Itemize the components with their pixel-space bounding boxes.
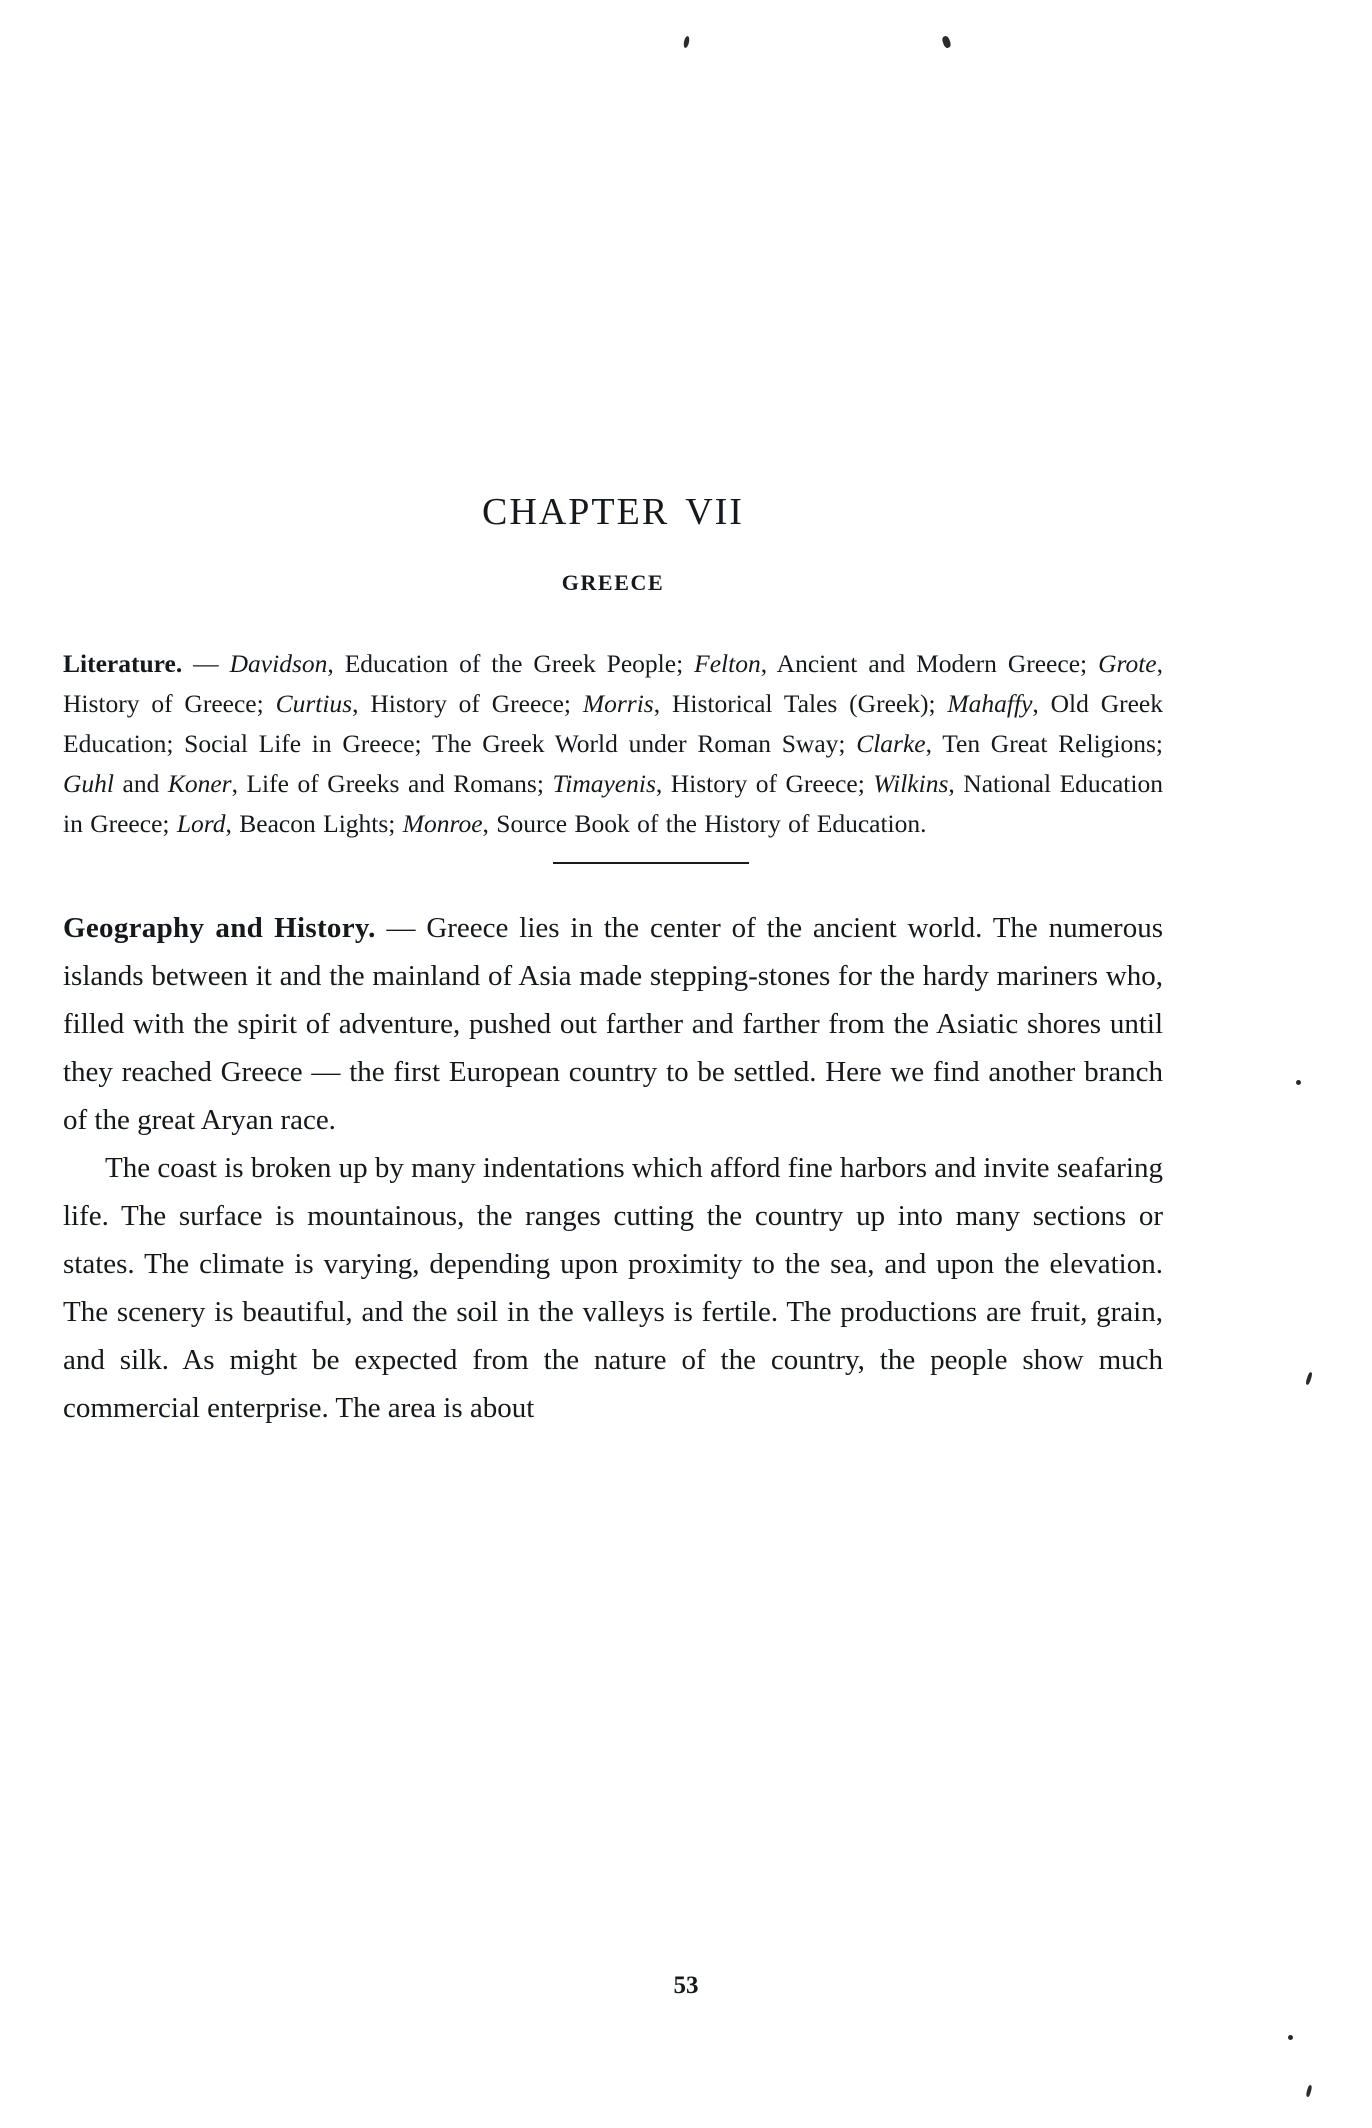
scan-artifact-speck xyxy=(1296,1080,1301,1085)
literature-note xyxy=(63,644,1163,844)
paragraph-first xyxy=(63,904,1163,1144)
literature-label: Literature. xyxy=(63,649,183,678)
chapter-title xyxy=(63,490,1163,534)
paragraph-text: — Greece lies in the center of the ancient world. The numerous islands between it and the mainland of Asia made stepping-stones for the hardy mariners who, filled with the spirit of adventure, pushed out farther and farther from the Asiatic shores until they reached Greece — the first European country to be settled. Here we find another branch of the great Aryan race. xyxy=(63,912,1163,1136)
chapter-number: VII xyxy=(685,491,744,533)
page-content xyxy=(63,0,1163,1432)
scan-artifact-speck xyxy=(1305,1372,1313,1386)
section-heading: Geography and History. xyxy=(63,912,376,944)
page-number: 53 xyxy=(673,1972,699,1999)
scan-artifact-speck xyxy=(1306,2085,1313,2098)
chapter-label: CHAPTER xyxy=(482,491,670,533)
literature-dash: — xyxy=(182,649,230,678)
body-text xyxy=(63,904,1163,1432)
literature-text: Davidson, Education of the Greek People; Felton, Ancient and Modern Greece; Grote, History of Greece; Curtius, History of Greece; Morris, Historical Tales (Greek); Mahaffy, Old Greek Education; Social Life in Greece; The Greek World under Roman Sway; Clarke, Ten Great Religions; Guhl and Koner, Life of Greeks and Romans; Timayenis, History of Greece; Wilkins, National Education in Greece; Lord, Beacon Lights; Monroe, Source Book of the History of Education. xyxy=(63,649,1164,838)
paragraph-second: The coast is broken up by many indentations which afford fine harbors and invite seafaring life. The surface is mountainous, the ranges cutting the country up into many sections or states. The climate is varying, depending upon proximity to the sea, and upon the elevation. The scenery is beautiful, and the soil in the valleys is fertile. The productions are fruit, grain, and silk. As might be expected from the nature of the country, the people show much commercial enterprise. The area is about xyxy=(63,1152,1163,1424)
chapter-subtitle: GREECE xyxy=(561,570,665,595)
scan-artifact-speck xyxy=(1288,2035,1293,2040)
section-divider xyxy=(553,862,749,864)
